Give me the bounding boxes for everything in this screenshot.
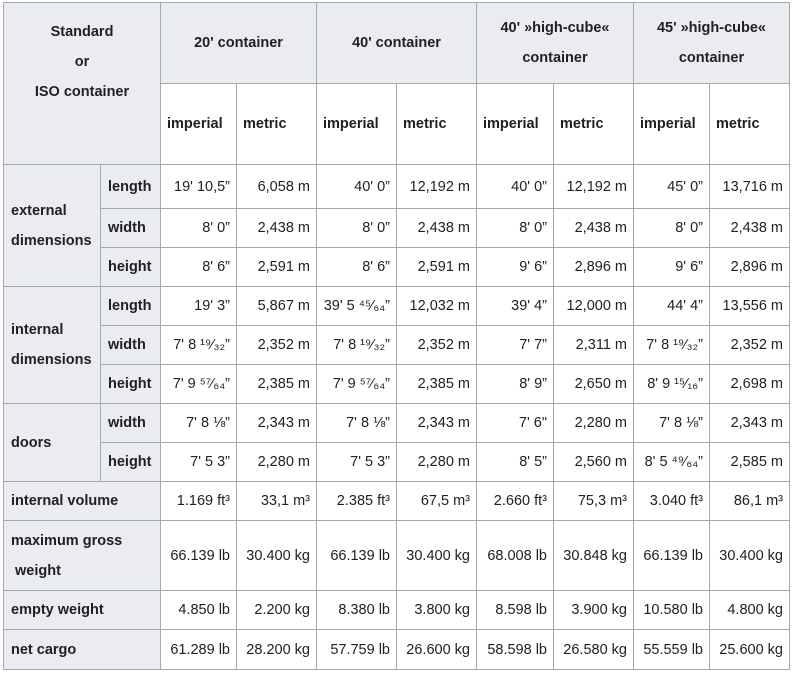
cell: 44' 4” [634,287,710,326]
cell: 55.559 lb [634,630,710,670]
cell: 3.900 kg [554,591,634,630]
cell: 6,058 m [237,165,317,209]
cell: 26.580 kg [554,630,634,670]
header-45ft-hc-line-2: container [678,50,745,66]
cell: 7' 6" [477,404,554,443]
cell: 2,311 m [554,326,634,365]
group-line-2: dimensions [11,352,92,368]
table-row [4,326,790,365]
cell: 2,385 m [397,365,477,404]
cell: 8' 0” [477,209,554,248]
sub-length: length [101,165,161,209]
header-40ft-hc [477,3,634,84]
cell: 13,556 m [710,287,790,326]
cell: 61.289 lb [161,630,237,670]
unit-imperial: imperial [477,84,554,165]
group-line-2: dimensions [11,232,92,249]
cell: 2,343 m [237,404,317,443]
sub-height: height [101,365,161,404]
cell: 8.598 lb [477,591,554,630]
sub-width: width [101,326,161,365]
cell: 10.580 lb [634,591,710,630]
table-row [4,630,790,670]
cell: 12,192 m [554,165,634,209]
cell: 2,385 m [237,365,317,404]
cell: 28.200 kg [237,630,317,670]
cell: 3.040 ft³ [634,482,710,521]
corner-header [4,3,161,165]
cell: 7' 7” [477,326,554,365]
unit-metric: metric [237,84,317,165]
cell: 7' 8 ⅛” [161,404,237,443]
cell: 7' 5 3” [317,443,397,482]
header-40ft-label: 40' container [352,35,441,51]
unit-imperial: imperial [161,84,237,165]
table-row [4,248,790,287]
cell: 2,280 m [237,443,317,482]
cell: 8' 0” [161,209,237,248]
cell: 2.660 ft³ [477,482,554,521]
row-maximum-gross-weight [4,521,161,591]
cell: 2,650 m [554,365,634,404]
unit-metric: metric [710,84,790,165]
cell: 67,5 m³ [397,482,477,521]
header-20ft [161,3,317,84]
cell: 4.850 lb [161,591,237,630]
cell: 25.600 kg [710,630,790,670]
header-40ft-hc-line-2: container [522,50,588,66]
cell: 39' 4” [477,287,554,326]
cell: 2,591 m [397,248,477,287]
cell: 2,343 m [710,404,790,443]
cell: 33,1 m³ [237,482,317,521]
header-40ft-hc-line-1: 40' »high-cube« [500,20,610,36]
cell: 2,352 m [397,326,477,365]
cell: 58.598 lb [477,630,554,670]
container-spec-table [3,2,790,670]
cell: 2.200 kg [237,591,317,630]
cell: 2,560 m [554,443,634,482]
cell: 2,698 m [710,365,790,404]
cell: 39' 5 ⁴⁵⁄₆₄” [317,287,397,326]
cell: 3.800 kg [397,591,477,630]
cell: 26.600 kg [397,630,477,670]
cell: 2,280 m [554,404,634,443]
row-label-line-1: maximum gross [11,532,123,549]
cell: 57.759 lb [317,630,397,670]
header-45ft-hc [634,3,790,84]
cell: 2,585 m [710,443,790,482]
cell: 2,438 m [710,209,790,248]
cell: 68.008 lb [477,521,554,591]
cell: 8' 5 ⁴⁹⁄₆₄” [634,443,710,482]
header-40ft [317,3,477,84]
table-row [4,209,790,248]
table-row [4,365,790,404]
table-row [4,404,790,443]
cell: 5,867 m [237,287,317,326]
table-row [4,443,790,482]
cell: 7' 9 ⁵⁷⁄₆₄” [317,365,397,404]
cell: 2,591 m [237,248,317,287]
corner-line-1: Standard [50,24,114,40]
corner-line-2: or [74,54,90,70]
cell: 30.400 kg [710,521,790,591]
cell: 30.400 kg [397,521,477,591]
row-label-line-2: weight [15,562,61,579]
cell: 2,438 m [554,209,634,248]
sub-width: width [101,404,161,443]
unit-metric: metric [397,84,477,165]
cell: 66.139 lb [317,521,397,591]
cell: 8' 0” [634,209,710,248]
cell: 7' 8 ¹⁹⁄₃₂” [317,326,397,365]
cell: 19' 3” [161,287,237,326]
group-line-1: internal [11,322,64,338]
cell: 2,352 m [237,326,317,365]
cell: 1.169 ft³ [161,482,237,521]
cell: 2,280 m [397,443,477,482]
cell: 13,716 m [710,165,790,209]
cell: 7' 8 ¹⁹⁄₃₂” [634,326,710,365]
row-internal-volume: internal volume [4,482,161,521]
cell: 66.139 lb [161,521,237,591]
cell: 12,000 m [554,287,634,326]
cell: 7' 8 ¹⁹⁄₃₂” [161,326,237,365]
table-row [4,591,790,630]
cell: 4.800 kg [710,591,790,630]
table-row [4,521,790,591]
cell: 7' 5 3” [161,443,237,482]
cell: 8' 0” [317,209,397,248]
cell: 66.139 lb [634,521,710,591]
row-empty-weight: empty weight [4,591,161,630]
cell: 8' 9 ¹⁵⁄₁₆” [634,365,710,404]
cell: 2,896 m [554,248,634,287]
cell: 8' 6” [161,248,237,287]
cell: 2,343 m [397,404,477,443]
row-net-cargo: net cargo [4,630,161,670]
cell: 7' 8 ⅛” [317,404,397,443]
sub-height: height [101,443,161,482]
cell: 30.400 kg [237,521,317,591]
cell: 12,032 m [397,287,477,326]
cell: 9' 6” [634,248,710,287]
corner-line-3: ISO container [34,84,130,100]
group-doors: doors [4,404,101,482]
cell: 86,1 m³ [710,482,790,521]
table-row [4,287,790,326]
table-row [4,165,790,209]
sub-height: height [101,248,161,287]
sub-length: length [101,287,161,326]
header-45ft-hc-line-1: 45' »high-cube« [656,20,766,36]
cell: 40' 0” [317,165,397,209]
cell: 30.848 kg [554,521,634,591]
group-external-dimensions [4,165,101,287]
cell: 40' 0” [477,165,554,209]
unit-metric: metric [554,84,634,165]
cell: 9' 6” [477,248,554,287]
cell: 2,352 m [710,326,790,365]
cell: 45' 0” [634,165,710,209]
cell: 2,896 m [710,248,790,287]
cell: 8.380 lb [317,591,397,630]
cell: 19' 10,5” [161,165,237,209]
cell: 8' 5” [477,443,554,482]
cell: 8' 6” [317,248,397,287]
cell: 7' 9 ⁵⁷⁄₆₄” [161,365,237,404]
group-line-1: external [11,202,67,219]
unit-imperial: imperial [634,84,710,165]
cell: 7' 8 ⅛” [634,404,710,443]
cell: 2,438 m [237,209,317,248]
unit-imperial: imperial [317,84,397,165]
cell: 2.385 ft³ [317,482,397,521]
table-row [4,482,790,521]
header-20ft-label: 20' container [194,35,283,51]
cell: 8' 9” [477,365,554,404]
group-internal-dimensions [4,287,101,404]
sub-width: width [101,209,161,248]
cell: 2,438 m [397,209,477,248]
cell: 12,192 m [397,165,477,209]
cell: 75,3 m³ [554,482,634,521]
